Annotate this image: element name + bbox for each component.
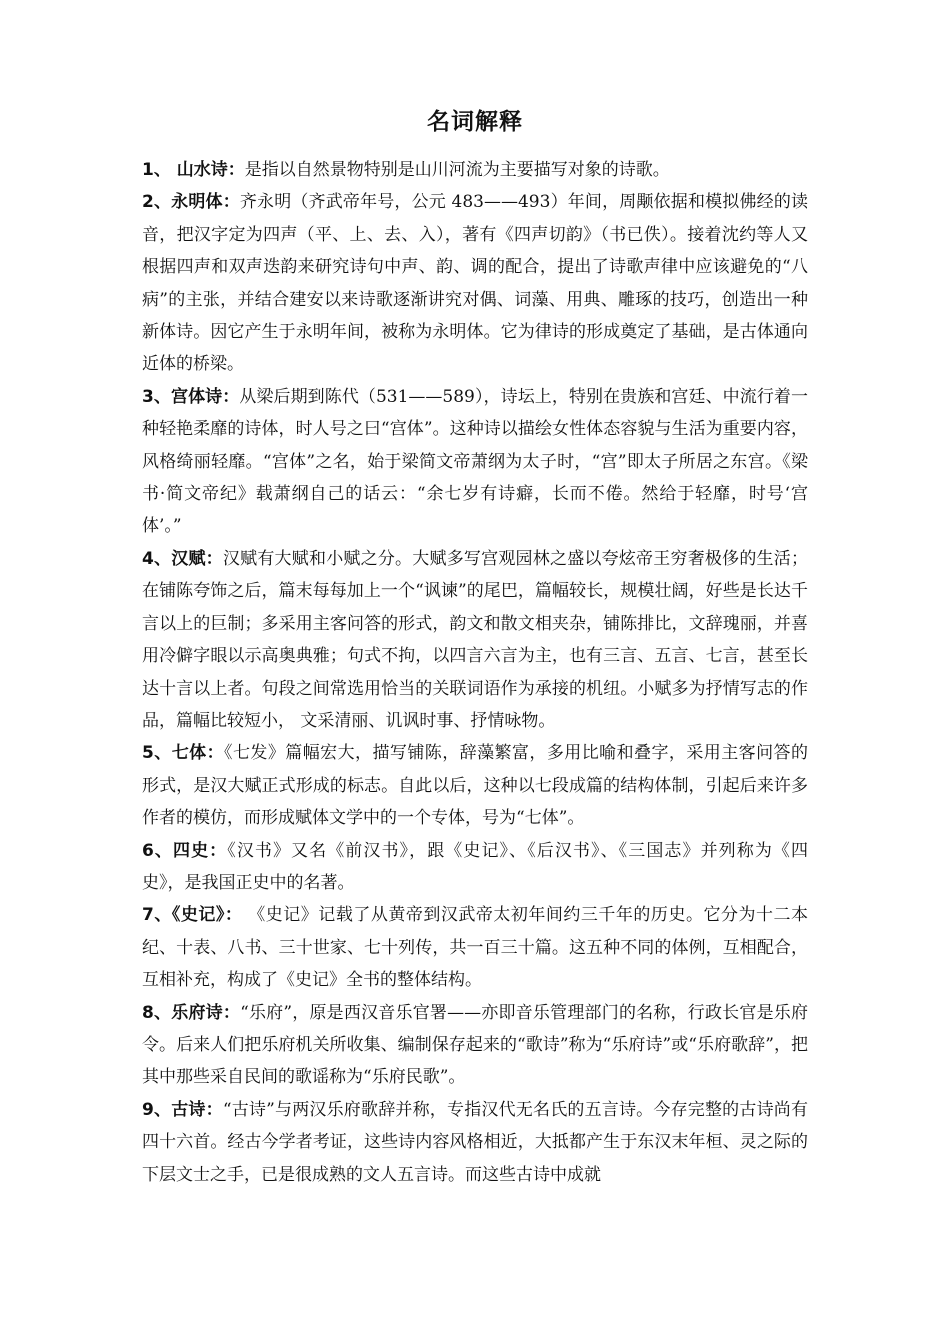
entry-gongti-shi — [142, 381, 808, 543]
entry-text: “古诗”与两汉乐府歌辞并称，专指汉代无名氏的五言诗。今存完整的古诗尚有四十六首。经古今学者考证，这些诗内容风格相近，大抵都产生于东汉末年桓、灵之际的下层文士之手，已是很成熟的文人五言诗。而这些古诗中成就 — [142, 1099, 808, 1185]
entry-qi-ti — [142, 737, 808, 834]
entry-term: 9、古诗： — [142, 1099, 223, 1120]
entry-si-shi — [142, 835, 808, 900]
entry-text: 《史记》记载了从黄帝到汉武帝太初年间约三千年的历史。它分为十二本纪、十表、八书、三十世家、七十列传，共一百三十篇。这五种不同的体例，互相配合，互相补充，构成了《史记》全书的整体结构。 — [142, 905, 808, 991]
entry-term: 2、永明体： — [142, 192, 240, 213]
entry-text: 《七发》篇幅宏大，描写铺陈，辞藻繁富，多用比喻和叠字，采用主客问答的形式，是汉大赋正式形成的标志。自此以后，这种以七段成篇的结构体制，引起后来许多作者的模仿，而形成赋体文学中的一个专体，号为“七体”。 — [142, 743, 808, 829]
entry-term: 3、宫体诗： — [142, 386, 240, 407]
entry-term: 1、 山水诗： — [142, 160, 245, 180]
entry-text: 汉赋有大赋和小赋之分。大赋多写宫观园林之盛以夸炫帝王穷奢极侈的生活；在铺陈夸饰之后，篇末每每加上一个“讽谏”的尾巴，篇幅较长，规模壮阔，好些是长达千言以上的巨制；多采用主客问答的形式，韵文和散文相夹杂，铺陈排比，文辞瑰丽，并喜用冷僻字眼以示高奥典雅；句式不拘，以四言六言为主，也有三言、五言、七言，甚至长达十言以上者。句段之间常选用恰当的关联词语作为承接的机纽。小赋多为抒情写志的作品，篇幅比较短小， 文采清丽、讥讽时事、抒情咏物。 — [142, 548, 808, 731]
entry-term: 6、四史： — [142, 840, 228, 861]
entry-text: 从梁后期到陈代（531——589），诗坛上，特别在贵族和宫廷、中流行着一种轻艳柔靡的诗体，时人号之曰“宫体”。这种诗以描绘女性体态容貌与生活为重要内容，风格绮丽轻靡。“宫体”之名，始于梁简文帝萧纲为太子时，“宫”即太子所居之东宫。《梁书·简文帝纪》载萧纲自己的话云：“余七岁有诗癖，长而不倦。然给于轻靡，时号‘宫体’。” — [142, 386, 808, 537]
entry-gu-shi — [142, 1094, 808, 1191]
entry-term: 7、《史记》： — [142, 905, 243, 926]
entry-term: 5、七体： — [142, 743, 225, 764]
entry-text: 齐永明（齐武帝年号，公元 483——493）年间，周颙依据和模拟佛经的读音，把汉字定为四声（平、上、去、入），著有《四声切韵》（书已佚）。接着沈约等人又根据四声和双声迭韵来研究诗句中声、韵、调的配合，提出了诗歌声律中应该避免的“八病”的主张，并结合建安以来诗歌逐渐讲究对偶、词藻、用典、雕琢的技巧，创造出一种新体诗。因它产生于永明年间，被称为永明体。它为律诗的形成奠定了基础，是古体通向近体的桥梁。 — [142, 192, 808, 375]
document-title: 名词解释 — [427, 109, 523, 135]
entry-term: 4、汉赋： — [142, 548, 223, 569]
entry-yongming-ti — [142, 186, 808, 380]
entry-yuefu-shi — [142, 997, 808, 1094]
entry-text: “乐府”，原是西汉音乐官署——亦即音乐管理部门的名称，行政长官是乐府令。后来人们把乐府机关所收集、编制保存起来的“歌诗”称为“乐府诗”或“乐府歌辞”，把其中那些采自民间的歌谣称为“乐府民歌”。 — [142, 1002, 808, 1088]
entry-shiji — [142, 899, 808, 996]
entry-text: 是指以自然景物特别是山川河流为主要描写对象的诗歌。 — [244, 160, 670, 180]
entry-han-fu — [142, 543, 808, 737]
entry-shanshui-shi — [142, 154, 808, 186]
entry-text: 《汉书》又名《前汉书》，跟《史记》、《后汉书》、《三国志》并列称为《四史》，是我国正史中的名著。 — [142, 840, 808, 893]
entry-term: 8、乐府诗： — [142, 1002, 241, 1023]
document-body — [142, 154, 808, 1191]
